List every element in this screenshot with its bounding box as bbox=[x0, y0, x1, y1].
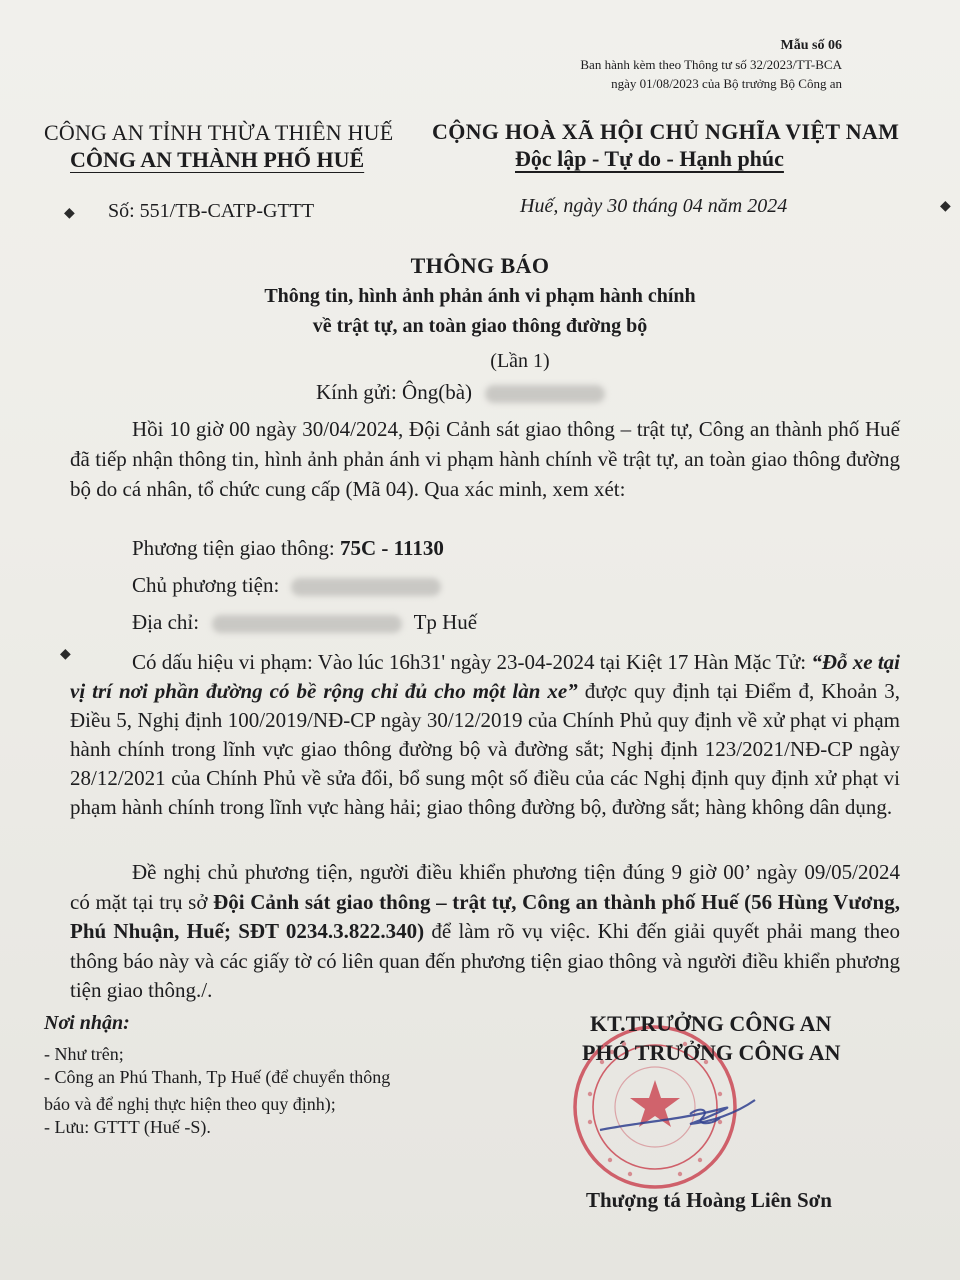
vehicle-label: Phương tiện giao thông: bbox=[132, 536, 335, 560]
issuing-authority bbox=[70, 147, 364, 173]
notice-round: (Lần 1) bbox=[490, 350, 550, 372]
paragraph-intro-text: Hồi 10 giờ 00 ngày 30/04/2024, Đội Cảnh sát giao thông – trật tự, Công an thành phố Huế đã tiếp nhận thông tin, hình ảnh phản ánh vi phạm hành chính về trật tự, an toàn giao thông đường bộ do cá nhân, tổ chức cung cấp (Mã 04). Qua xác minh, xem xét: bbox=[70, 417, 900, 501]
vehicle-plate: 75C - 11130 bbox=[339, 536, 444, 560]
recipient-label: Kính gửi: Ông(bà) bbox=[316, 380, 473, 404]
recipient-item: báo và để nghị thực hiện theo quy định); bbox=[44, 1094, 336, 1114]
form-number: Mẫu số 06 bbox=[780, 38, 842, 53]
bullet-mark: ◆ bbox=[60, 647, 71, 662]
document-number: Số: 551/TB-CATP-GTTT bbox=[108, 200, 315, 222]
bullet-mark: ◆ bbox=[64, 206, 75, 221]
document-subtitle-1: Thông tin, hình ảnh phản ánh vi phạm hành chính bbox=[264, 285, 696, 307]
violation-intro: Có dấu hiệu vi phạm: Vào lúc 16h31' ngày 23-04-2024 tại Kiệt 17 Hàn Mặc Tử: bbox=[132, 650, 812, 674]
address-city: Tp Huế bbox=[413, 610, 478, 634]
address-field bbox=[132, 610, 477, 635]
request-office: Đội Cảnh sát giao thông – trật tự, Công an thành phố Huế (56 Hùng Vương, Phú Nhuận, Huế; SĐT 0234.3.822.340) bbox=[70, 889, 900, 943]
form-reference bbox=[580, 36, 842, 93]
paragraph-violation bbox=[70, 648, 900, 822]
document-title: THÔNG BÁO bbox=[410, 253, 550, 278]
paragraph-request bbox=[70, 858, 900, 1006]
request-details: để làm rõ vụ việc. Khi đến giải quyết phải mang theo thông báo này và các giấy tờ có liên quan đến phương tiện giao thông và người điều khiển phương tiện giao thông./. bbox=[70, 919, 901, 1002]
recipient-item: - Lưu: GTTT (Huế -S). bbox=[44, 1117, 211, 1137]
recipient-item: - Công an Phú Thanh, Tp Huế (để chuyển thông bbox=[44, 1067, 391, 1087]
request-intro: Đề nghị chủ phương tiện, người điều khiển phương tiện đúng 9 giờ 00’ ngày 09/05/2024 có mặt tại trụ sở bbox=[70, 860, 900, 914]
recipients-title: Nơi nhận: bbox=[44, 1012, 130, 1034]
issuing-authority-parent: CÔNG AN TỈNH THỪA THIÊN HUẾ bbox=[44, 120, 394, 145]
owner-field bbox=[132, 573, 441, 598]
document-subtitle-2: về trật tự, an toàn giao thông đường bộ bbox=[312, 315, 648, 337]
paragraph-intro bbox=[70, 414, 900, 504]
national-title: CỘNG HOÀ XÃ HỘI CHỦ NGHĨA VIỆT NAM bbox=[432, 119, 900, 144]
owner-label: Chủ phương tiện: bbox=[132, 573, 280, 597]
issuing-authority-name: CÔNG AN THÀNH PHỐ HUẾ bbox=[70, 147, 365, 172]
form-issued-date: ngày 01/08/2023 của Bộ trưởng Bộ Công an bbox=[611, 76, 842, 91]
national-motto: Độc lập - Tự do - Hạnh phúc bbox=[515, 146, 784, 171]
redacted-owner-name bbox=[291, 578, 441, 596]
form-issued-by: Ban hành kèm theo Thông tư số 32/2023/TT-BCA bbox=[580, 57, 842, 72]
violation-description: “Đỗ xe tại vị trí nơi phần đường có bề rộng chỉ đủ cho một làn xe” bbox=[70, 650, 900, 703]
address-label: Địa chỉ: bbox=[132, 610, 200, 634]
recipient-item: - Như trên; bbox=[44, 1044, 124, 1064]
vehicle-field bbox=[132, 536, 444, 561]
violation-legal-basis: được quy định tại Điểm đ, Khoản 3, Điều 5, Nghị định 100/2019/NĐ-CP ngày 30/12/2019 của Chính Phủ quy định về xử phạt vi phạm hành chính trong lĩnh vực giao thông đường bộ và đường sắt; Nghị định 123/2021/NĐ-CP ngày 28/12/2021 của Chính Phủ về sửa đổi, bổ sung một số điều của các Nghị định quy định xử phạt vi phạm hành chính trong lĩnh vực hàng hải; giao thông đường bộ, đường sắt; hàng không dân dụng. bbox=[70, 679, 900, 819]
bullet-mark: ◆ bbox=[940, 199, 951, 214]
signature-authority: KT.TRƯỞNG CÔNG AN bbox=[590, 1011, 832, 1036]
redacted-address bbox=[212, 615, 402, 633]
signature-title: PHÓ TRƯỞNG CÔNG AN bbox=[582, 1040, 841, 1065]
redacted-recipient-name bbox=[485, 385, 605, 403]
document-date: Huế, ngày 30 tháng 04 năm 2024 bbox=[520, 195, 788, 217]
signer-name: Thượng tá Hoàng Liên Sơn bbox=[586, 1188, 832, 1212]
recipient-line bbox=[316, 380, 605, 405]
